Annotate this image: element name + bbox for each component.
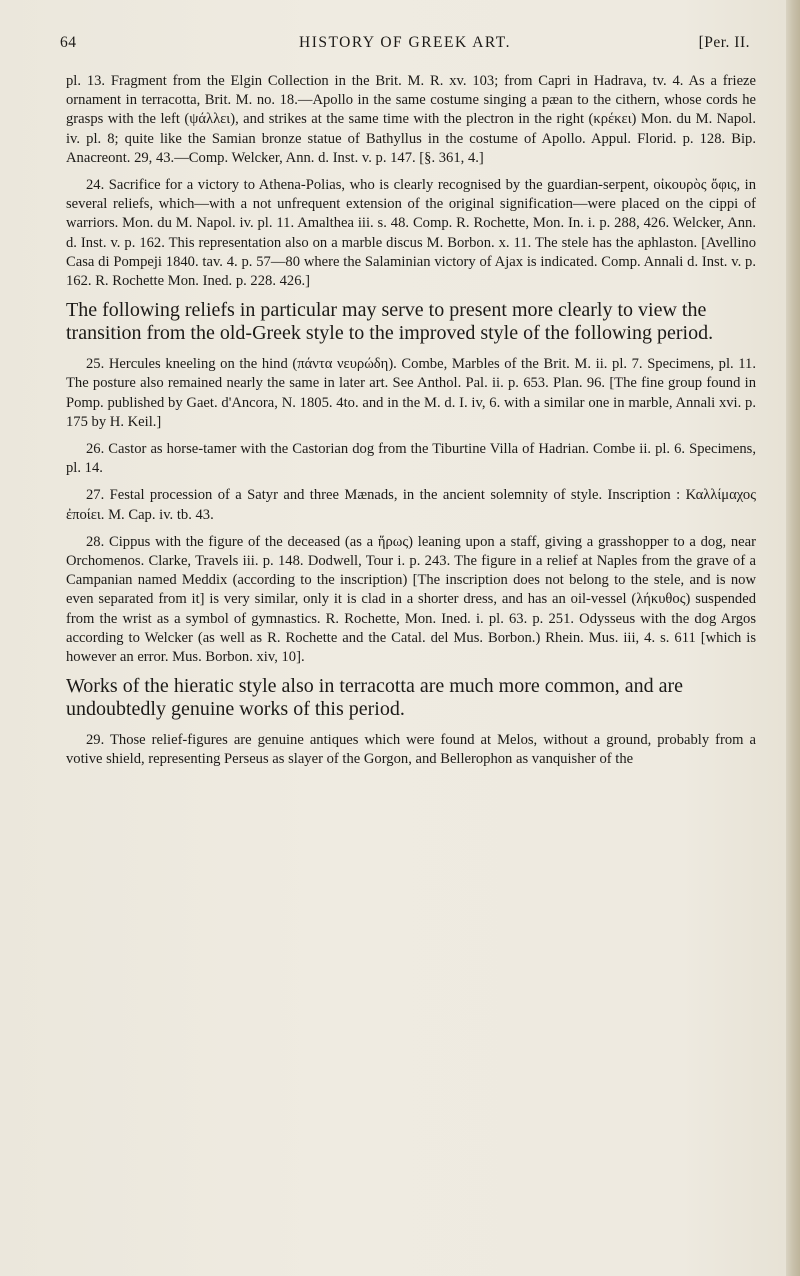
note-paragraph: 28. Cippus with the figure of the deceased (as a ἥρως) leaning upon a staff, giving a grasshopper to a dog, near Orchomenos. Clarke, Travels iii. p. 148. Dodwell, Tour i. p. 243. The figure in a relief at Naples from the grave of a Campanian named Meddix (according to the inscription) [The inscription does not belong to the stele, and is now even separated from it] is very similar, only it is clad in a shorter dress, and has an oil-vessel (λήκυθος) suspended from the wrist as a symbol of gymnastics. R. Rochette, Mon. Ined. i. pl. 63. p. 251. Odysseus with the dog Argos according to Welcker (as well as R. Rochette and the Catal. del Mus. Borbon.) Rhein. Mus. iii, 4. s. 611 [which is however an error. Mus. Borbon. xiv, 10]. xyxy=(66,533,756,666)
lead-paragraph: Works of the hieratic style also in terracotta are much more common, and are undoubtedly genuine works of this period. xyxy=(66,675,684,721)
lead-paragraph: The following reliefs in particular may serve to present more clearly to view the transition from the old-Greek style to the improved style of the following period. xyxy=(66,299,714,345)
running-title: HISTORY OF GREEK ART. xyxy=(299,34,511,51)
running-header xyxy=(60,34,750,56)
section-marker: [Per. II. xyxy=(698,34,750,51)
page-body xyxy=(66,72,756,778)
note-paragraph: 29. Those relief-figures are genuine antiques which were found at Melos, without a ground, probably from a votive shield, representing Perseus as slayer of the Gorgon, and Bellerophon as vanquisher of the xyxy=(66,732,756,768)
note-paragraph: 27. Festal procession of a Satyr and three Mænads, in the ancient solemnity of style. Inscription : Καλλίμαχος ἐποίει. M. Cap. iv. tb. 43. xyxy=(66,487,756,523)
note-paragraph: 24. Sacrifice for a victory to Athena-Polias, who is clearly recognised by the guardian-serpent, οἰκουρὸς ὄφις, in several reliefs, which—with a not unfrequent extension of the original signification—were placed on the cippi of warriors. Mon. du M. Napol. iv. pl. 11. Amalthea iii. s. 48. Comp. R. Rochette, Mon. In. i. p. 288, 426. Welcker, Ann. d. Inst. v. p. 162. This representation also on a marble discus M. Borbon. x. 11. The stele has the aphlaston. [Avellino Casa di Pompeji 1840. tav. 4. p. 57—80 where the Salaminian victory of Ajax is indicated. Comp. Annali d. Inst. v. p. 162. R. Rochette Mon. Ined. p. 228. 426.] xyxy=(66,177,756,290)
page-number: 64 xyxy=(60,34,77,51)
page-edge xyxy=(786,0,800,1276)
note-paragraph: 25. Hercules kneeling on the hind (πάντα νευρώδη). Combe, Marbles of the Brit. M. ii. pl. 7. Specimens, pl. 11. The posture also remained nearly the same in later art. See Anthol. Pal. ii. p. 653. Plan. 96. [The fine group found in Pomp. published by Gaet. d'Ancora, N. 1805. 4to. and in the M. d. I. iv, 6. with a similar one in marble, Annali xvi. p. 175 by H. Keil.] xyxy=(66,356,756,430)
note-paragraph: pl. 13. Fragment from the Elgin Collection in the Brit. M. R. xv. 103; from Capri in Hadrava, tv. 4. As a frieze ornament in terracotta, Brit. M. no. 18.—Apollo in the same costume singing a pæan to the cithern, whose cords he grasps with the left (ψάλλει), and strikes at the same time with the plectron in the right (κρέκει) Mon. du M. Napol. iv. pl. 8; quite like the Samian bronze statue of Bathyllus in the costume of Apollo. Appul. Florid. p. 128. Bip. Anacreont. 29, 43.—Comp. Welcker, Ann. d. Inst. v. p. 147. [§. 361, 4.] xyxy=(66,73,756,166)
note-paragraph: 26. Castor as horse-tamer with the Castorian dog from the Tiburtine Villa of Hadrian. Combe ii. pl. 6. Specimens, pl. 14. xyxy=(66,441,756,477)
